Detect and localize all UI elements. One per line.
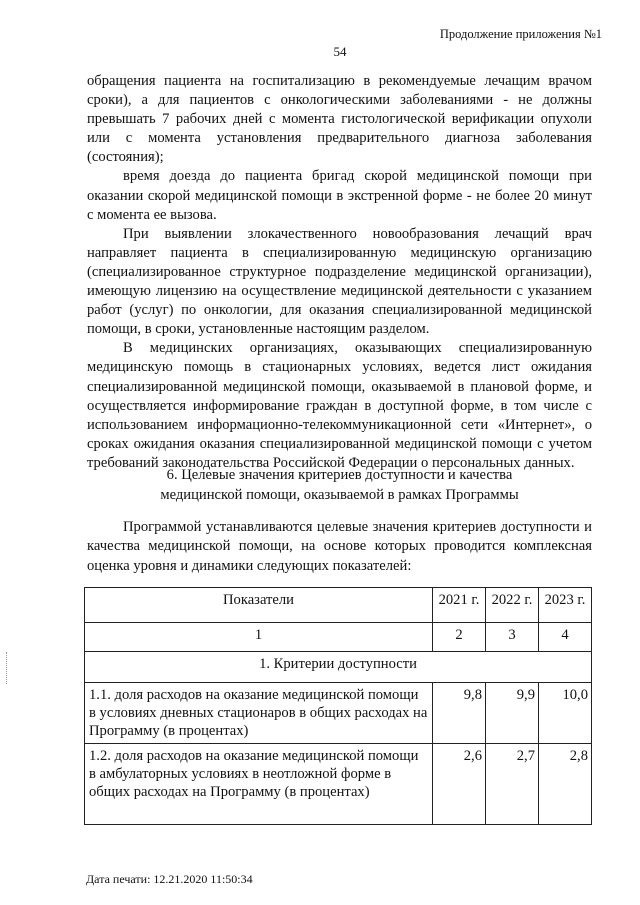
table-row: [85, 744, 592, 825]
body-text: [87, 72, 592, 473]
header-indicators: Показатели: [85, 588, 433, 623]
section-intro: [87, 518, 592, 576]
paragraph-ambulance-time: время доезда до пациента бригад скорой медицинской помощи при оказании скорой медицинской помощи в экстренной форме - не более 20 минут с момента ее вызова.: [87, 168, 592, 223]
row-value-2023: 2,8: [539, 744, 592, 825]
column-number-row: [85, 623, 592, 652]
group-title: 1. Критерии доступности: [85, 652, 592, 683]
section-title: [87, 466, 592, 505]
column-number-3: 3: [486, 623, 539, 652]
row-label: 1.1. доля расходов на оказание медицинской помощи в условиях дневных стационаров в общих расходах на Программу (в процентах): [85, 683, 433, 744]
row-label: 1.2. доля расходов на оказание медицинской помощи в амбулаторных условиях в неотложной форме в общих расходах на Программу (в процентах): [85, 744, 433, 825]
row-value-2021: 9,8: [433, 683, 486, 744]
row-value-2021: 2,6: [433, 744, 486, 825]
group-row: [85, 652, 592, 683]
header-2023: 2023 г.: [539, 588, 592, 623]
paragraph-oncology-referral: При выявлении злокачественного новообразования лечащий врач направляет пациента в специализированную медицинскую организацию (специализированное структурное подразделение медицинской организации), имеющую лицензию на осуществление медицинской деятельности с указанием работ (услуг) по онкологии, для оказания специализированной медицинской помощи, в сроки, установленные настоящим разделом.: [87, 225, 592, 338]
criteria-table: [84, 587, 592, 825]
header-2022: 2022 г.: [486, 588, 539, 623]
header-2021: 2021 г.: [433, 588, 486, 623]
paragraph-waiting-list: В медицинских организациях, оказывающих специализированную медицинскую помощь в стационарных условиях, ведется лист ожидания специализированной медицинской помощи, оказываемой в плановой форме, и осуществляется информирование граждан в доступной форме, в том числе с использованием информационно-телекоммуникационной сети «Интернет», о сроках ожидания оказания специализированной медицинской помощи с учетом требований законодательства Российской Федерации о персональных данных.: [87, 340, 592, 471]
print-date: Дата печати: 12.21.2020 11:50:34: [86, 872, 253, 886]
column-number-1: 1: [85, 623, 433, 652]
row-value-2023: 10,0: [539, 683, 592, 744]
margin-mark: [6, 652, 9, 684]
page-number: 54: [333, 44, 347, 59]
section-title-line-1: 6. Целевые значения критериев доступности и качества: [166, 467, 513, 483]
row-value-2022: 9,9: [486, 683, 539, 744]
continuation-label: Продолжение приложения №1: [439, 27, 602, 41]
column-number-4: 4: [539, 623, 592, 652]
column-number-2: 2: [433, 623, 486, 652]
paragraph-continuation: обращения пациента на госпитализацию в рекомендуемые лечащим врачом сроки), а для пациентов с онкологическими заболеваниями - не должны превышать 7 рабочих дней с момента гистологической верификации опухоли или с момента установления предварительного диагноза заболевания (состояния);: [87, 73, 592, 166]
section-title-line-2: медицинской помощи, оказываемой в рамках Программы: [160, 486, 519, 503]
row-value-2022: 2,7: [486, 744, 539, 825]
section-intro-text: Программой устанавливаются целевые значения критериев доступности и качества медицинской помощи, на основе которых проводится комплексная оценка уровня и динамики следующих показателей:: [87, 519, 592, 574]
table-header-row: [85, 588, 592, 623]
table-row: [85, 683, 592, 744]
